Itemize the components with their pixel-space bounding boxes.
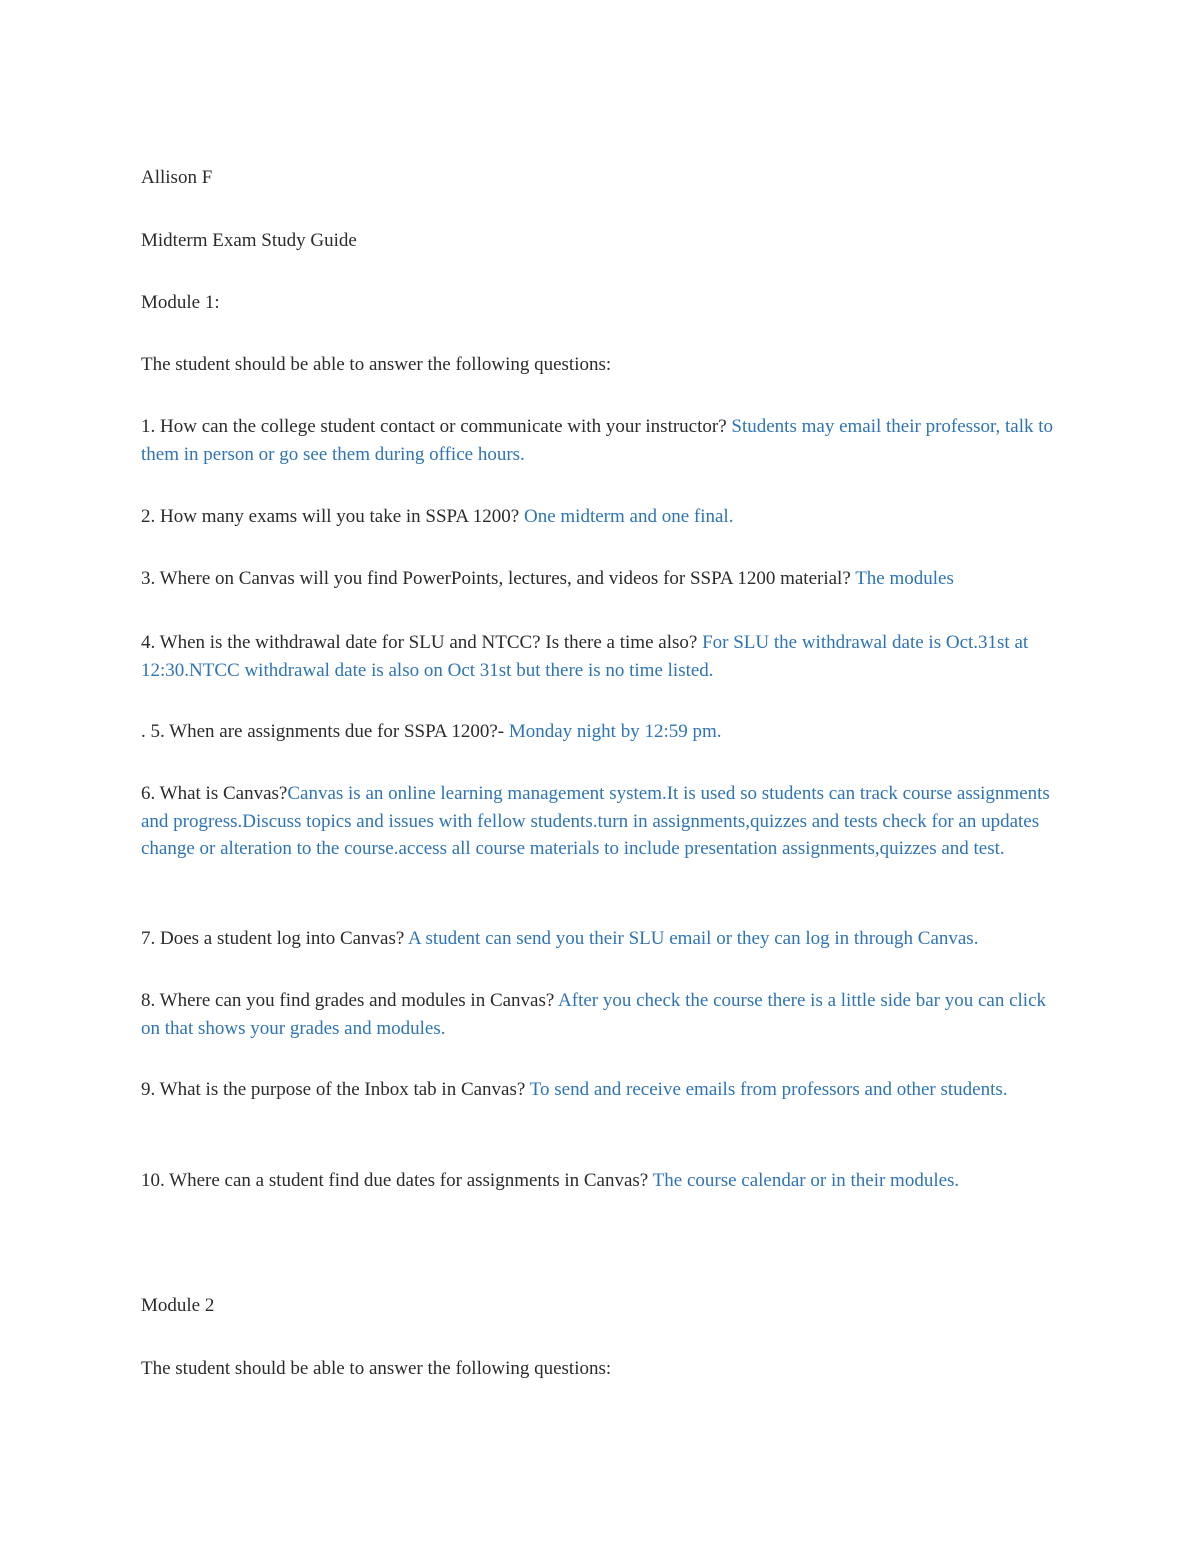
answer-text: The modules: [855, 568, 954, 589]
question-text: 8. Where can you find grades and modules in Canvas?: [141, 990, 555, 1011]
question-item: [141, 629, 1061, 684]
answer-text: After you check the course there is a little side bar you can click on that shows your grades and modules.: [141, 990, 1047, 1039]
question-text: 3. Where on Canvas will you find PowerPoints, lectures, and videos for SSPA 1200 material?: [141, 568, 851, 589]
question-text: 10. Where can a student find due dates for assignments in Canvas?: [141, 1170, 649, 1191]
module-2-intro: The student should be able to answer the following questions:: [141, 1358, 612, 1379]
question-item: [141, 413, 1061, 468]
question-item: [141, 503, 1061, 531]
answer-text: To send and receive emails from professors and other students.: [529, 1079, 1008, 1100]
answer-text: The course calendar or in their modules.: [652, 1170, 960, 1191]
document-title: Midterm Exam Study Guide: [141, 230, 357, 251]
answer-text: A student can send you their SLU email or they can log in through Canvas.: [408, 928, 979, 949]
question-text: 6. What is Canvas?: [141, 783, 288, 804]
question-item: [141, 718, 1061, 746]
answer-text: One midterm and one final.: [524, 506, 734, 527]
question-item: [141, 565, 1061, 593]
module-1-heading: Module 1:: [141, 292, 220, 313]
module-2-heading: Module 2: [141, 1295, 215, 1316]
answer-text: For SLU the withdrawal date is Oct.31st at 12:30.NTCC withdrawal date is also on Oct 31st but there is no time listed.: [141, 632, 1029, 681]
answer-text: Monday night by 12:59 pm.: [508, 721, 722, 742]
question-item: [141, 780, 1061, 863]
question-text: . 5. When are assignments due for SSPA 1200?-: [141, 721, 505, 742]
question-item: [141, 1076, 1061, 1104]
question-text: 1. How can the college student contact or communicate with your instructor?: [141, 416, 727, 437]
question-item: [141, 1167, 1061, 1195]
author-name: Allison F: [141, 167, 213, 188]
answer-text: Students may email their professor, talk to them in person or go see them during office hours.: [141, 416, 1054, 465]
answer-text: Canvas is an online learning management system.It is used so students can track course assignments and progress.Discuss topics and issues with fellow students.turn in assignments,quizzes and tests check for an updates change or alteration to the course.access all course materials to include presentation assignments,quizzes and test.: [141, 783, 1050, 859]
question-item: [141, 987, 1061, 1042]
question-text: 9. What is the purpose of the Inbox tab in Canvas?: [141, 1079, 526, 1100]
question-text: 7. Does a student log into Canvas?: [141, 928, 405, 949]
module-1-intro: The student should be able to answer the following questions:: [141, 354, 612, 375]
question-text: 2. How many exams will you take in SSPA 1200?: [141, 506, 520, 527]
question-item: [141, 925, 1061, 953]
question-text: 4. When is the withdrawal date for SLU and NTCC? Is there a time also?: [141, 632, 698, 653]
